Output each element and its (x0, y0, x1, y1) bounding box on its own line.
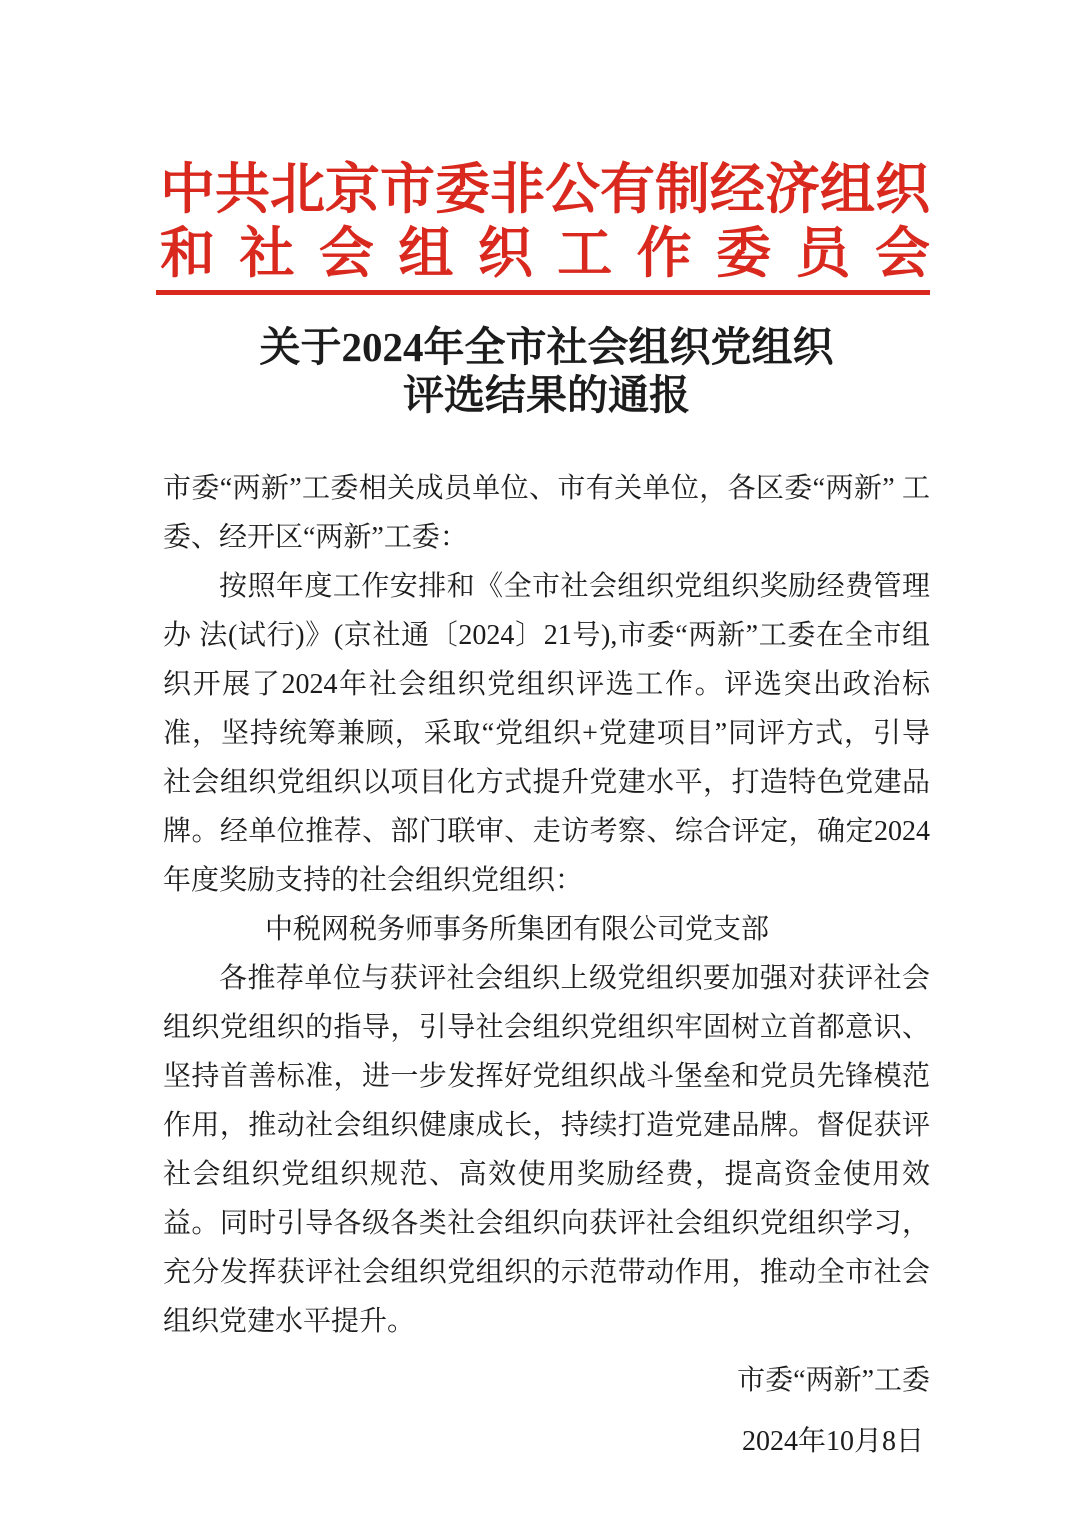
document-title-line-1: 关于2024年全市社会组织党组织 (259, 324, 834, 370)
signature-org: 市委“两新”工委 (737, 1365, 930, 1396)
document-body (163, 464, 930, 1466)
letterhead-line-1: 中共北京市委非公有制经济组织 (160, 159, 931, 220)
paragraph-evaluation: 按照年度工作安排和《全市社会组织党组织奖励经费管理办 法(试行)》(京社通〔2024〕21号),市委“两新”工委在全市组织开展了2024年社会组织党组织评选工作。评选突出政治标准，坚持统筹兼顾，采取“党组织+党建项目”同评方式，引导社会组织党组织以项目化方式提升党建水平，打造特色党建品牌。经单位推荐、部门联审、走访考察、综合评定，确定2024年度奖励支持的社会组织党组织： (163, 571, 930, 896)
letterhead-line-2: 和社会组织工作委员会 (160, 223, 930, 284)
salutation-line: 市委“两新”工委相关成员单位、市有关单位，各区委“两新” 工委、经开区“两新”工委： (163, 473, 930, 553)
letterhead (160, 158, 930, 295)
signature-date: 2024年10月8日 (741, 1426, 924, 1457)
letterhead-divider (156, 290, 930, 295)
paragraph-guidance: 各推荐单位与获评社会组织上级党组织要加强对获评社会组织党组织的指导，引导社会组织党组织牢固树立首都意识、坚持首善标准，进一步发挥好党组织战斗堡垒和党员先锋模范作用，推动社会组织健康成长，持续打造党建品牌。督促获评社会组织党组织规范、高效使用奖励经费，提高资金使用效益。同时引导各级各类社会组织向获评社会组织党组织学习，充分发挥获评社会组织党组织的示范带动作用，推动全市社会组织党建水平提升。 (163, 963, 930, 1337)
awardee-line: 中税网税务师事务所集团有限公司党支部 (265, 914, 770, 945)
document-title (163, 323, 930, 419)
document-title-line-2: 评选结果的通报 (403, 372, 690, 418)
